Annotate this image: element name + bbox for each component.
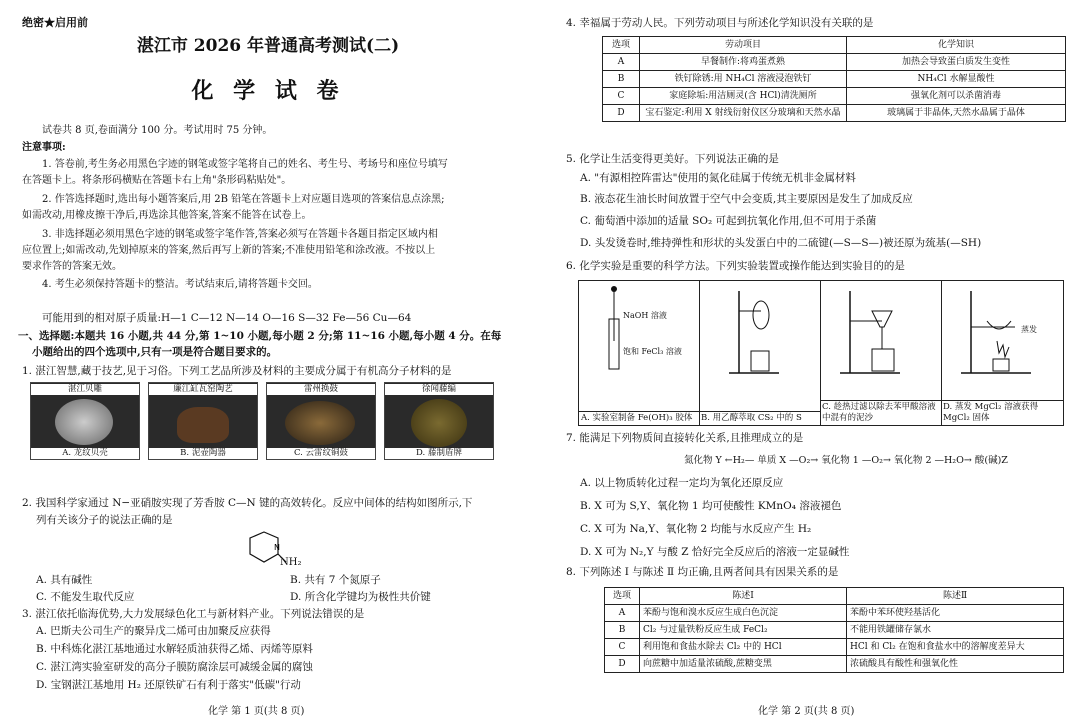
table-row: C 家庭除垢:用洁厕灵(含 HCl)清洗厕所 强氧化剂可以杀菌消毒 [603, 88, 1066, 105]
apparatus-a: NaOH 溶液 饱和 FeCl₃ 溶液 A. 实验室制备 Fe(OH)₃ 胶体 [579, 281, 700, 425]
right-page [562, 0, 1067, 724]
table-header-row: 选项 劳动项目 化学知识 [603, 37, 1066, 54]
question-3: 3. 湛江依托临海优势,大力发展绿色化工与新材料产业。下列说法错误的是 [22, 608, 365, 620]
question-4: 4. 幸福属于劳动人民。下列劳动项目与所述化学知识没有关联的是 [566, 17, 874, 29]
question-2: 2. 我国科学家通过 N−亚硝胺实现了芳香胺 C—N 键的高效转化。反应中间体的结构如图所示,下 [22, 497, 473, 509]
exam-title: 湛江市 2026 年普通高考测试(二) [136, 36, 400, 56]
q3-option-d: D. 宝钢湛江基地用 H₂ 还原铁矿石有利于落实"低碳"行动 [36, 679, 301, 691]
q6-apparatus-panel [578, 280, 1064, 426]
q3-option-c: C. 湛江湾实验室研发的高分子膜防腐涂层可减缓金属的腐蚀 [36, 661, 313, 673]
q4-table [602, 36, 1066, 122]
q2-option-c: C. 不能发生取代反应 [36, 591, 135, 603]
note-line: 要求作答的答案无效。 [22, 261, 122, 272]
apparatus-c: C. 趁热过滤以除去苯甲酸溶液中混有的泥沙 [820, 281, 942, 425]
question-1: 1. 湛江智慧,藏于技艺,见于习俗。下列工艺品所涉及材料的主要成分属于有机高分子材料的是 [22, 365, 452, 377]
q8-table [604, 587, 1064, 673]
note-line: 4. 考生必须保持答题卡的整洁。考试结束后,请将答题卡交回。 [42, 279, 318, 290]
svg-text:N: N [274, 543, 280, 552]
question-5: 5. 化学让生活变得更美好。下列说法正确的是 [566, 153, 779, 165]
photo-rattan-shield: 徐闻藤编 D. 藤制盾牌 [384, 382, 494, 460]
note-line: 2. 作答选择题时,选出每小题答案后,用 2B 铅笔在答题卡上对应题目选项的答案信息点涂黑; [42, 194, 445, 205]
table-row: C 利用饱和食盐水除去 Cl₂ 中的 HCl HCl 和 Cl₂ 在饱和食盐水中的溶解度差异大 [605, 639, 1064, 656]
notes-title: 注意事项: [22, 142, 66, 153]
photo-bronze-drum: 雷州换鼓 C. 云雷纹铜鼓 [266, 382, 376, 460]
question-6: 6. 化学实验是重要的科学方法。下列实验装置或操作能达到实验目的的是 [566, 260, 905, 272]
secret-mark: 绝密★启用前 [22, 16, 88, 29]
q7-option-a: A. 以上物质转化过程一定均为氧化还原反应 [580, 477, 784, 489]
table-row: D 宝石鉴定:利用 X 射线衍射仪区分玻璃和天然水晶 玻璃属于非晶体,天然水晶属于晶体 [603, 105, 1066, 122]
section-1-heading-cont: 小题给出的四个选项中,只有一项是符合题目要求的。 [32, 346, 278, 358]
nh2-label: NH₂ [280, 557, 302, 568]
note-line: 1. 答卷前,考生务必用黑色字迹的钢笔或签字笔将自己的姓名、考生号、考场号和座位号填写 [42, 159, 448, 170]
question-7: 7. 能满足下列物质间直接转化关系,且推理成立的是 [566, 432, 804, 444]
photo-shell-carving: 湛江贝雕 A. 龙纹贝壳 [30, 382, 140, 460]
note-line: 3. 非选择题必须用黑色字迹的钢笔或签字笔作答,答案必须写在答题卡各题目指定区域内相 [42, 229, 438, 240]
table-row: A 早餐制作:将鸡蛋煮熟 加热会导致蛋白质发生变性 [603, 54, 1066, 71]
table-row: D 向蔗糖中加适量浓硫酸,蔗糖变黑 浓硫酸具有酸性和强氧化性 [605, 656, 1064, 673]
table-row: A 苯酚与饱和溴水反应生成白色沉淀 苯酚中苯环使羟基活化 [605, 605, 1064, 622]
table-row: B Cl₂ 与过量铁粉反应生成 FeCl₂ 不能用铁罐储存氯水 [605, 622, 1064, 639]
page-1-footer: 化学 第 1 页(共 8 页) [208, 706, 305, 717]
q2-option-d: D. 所含化学键均为极性共价键 [290, 591, 431, 603]
left-page [18, 0, 518, 724]
q5-option-c: C. 葡萄酒中添加的适量 SO₂ 可起到抗氧化作用,但不可用于杀菌 [580, 215, 877, 227]
page-2-footer: 化学 第 2 页(共 8 页) [758, 706, 855, 717]
question-2-cont: 列有关该分子的说法正确的是 [36, 514, 173, 526]
question-8: 8. 下列陈述 Ⅰ 与陈述 Ⅱ 均正确,且两者间具有因果关系的是 [566, 566, 839, 578]
q3-option-a: A. 巴斯夫公司生产的聚异戊二烯可由加聚反应获得 [36, 625, 271, 637]
q2-option-a: A. 具有碱性 [36, 574, 93, 586]
note-line: 应位置上;如需改动,先划掉原来的答案,然后再写上新的答案;不准使用铅笔和涂改液。不按以上 [22, 245, 436, 256]
apparatus-b: B. 用乙醇萃取 CS₂ 中的 S [699, 281, 821, 425]
q3-option-b: B. 中科炼化湛江基地通过水解轻质油获得乙烯、丙烯等原料 [36, 643, 313, 655]
exam-intro: 试卷共 8 页,卷面满分 100 分。考试用时 75 分钟。 [42, 125, 273, 136]
q7-option-b: B. X 可为 S,Y、氧化物 1 均可使酸性 KMnO₄ 溶液褪色 [580, 500, 842, 512]
photo-pottery-teapot: 廉江缸瓦窑陶艺 B. 泥壶陶器 [148, 382, 258, 460]
q7-option-c: C. X 可为 Na,Y、氧化物 2 均能与水反应产生 H₂ [580, 523, 812, 535]
q7-conversion-chain: 氮化物 Y ←H₂— 单质 X —O₂→ 氧化物 1 —O₂→ 氧化物 2 —H₂O→ 酸(碱)Z [684, 455, 1008, 466]
q2-option-b: B. 共有 7 个氮原子 [290, 574, 381, 586]
note-line: 在答题卡上。将条形码横贴在答题卡右上角"条形码粘贴处"。 [22, 175, 292, 186]
table-row: B 铁钉除锈:用 NH₄Cl 溶液浸泡铁钉 NH₄Cl 水解显酸性 [603, 71, 1066, 88]
note-line: 如需改动,用橡皮擦干净后,再选涂其他答案,答案不能答在试卷上。 [22, 210, 312, 221]
apparatus-d: 蒸发 D. 蒸发 MgCl₂ 溶液获得 MgCl₂ 固体 [941, 281, 1063, 425]
q5-option-a: A. "有源相控阵雷达"使用的氮化硅属于传统无机非金属材料 [580, 172, 856, 184]
section-1-heading: 一、选择题:本题共 16 小题,共 44 分,第 1~10 小题,每小题 2 分;第 11~16 小题,每小题 4 分。在每 [18, 330, 502, 342]
atomic-mass: 可能用到的相对原子质量:H—1 C—12 N—14 O—16 S—32 Fe—56 Cu—64 [42, 312, 412, 324]
subject-title: 化 学 试 卷 [191, 78, 345, 104]
table-header-row: 选项 陈述Ⅰ 陈述Ⅱ [605, 588, 1064, 605]
q5-option-d: D. 头发烫卷时,维持弹性和形状的头发蛋白中的二硫键(—S—S—)被还原为巯基(—SH) [580, 237, 982, 249]
q7-option-d: D. X 可为 N₂,Y 与酸 Z 恰好完全反应后的溶液一定显碱性 [580, 546, 850, 558]
q5-option-b: B. 液态花生油长时间放置于空气中会变质,其主要原因是发生了加成反应 [580, 193, 913, 205]
